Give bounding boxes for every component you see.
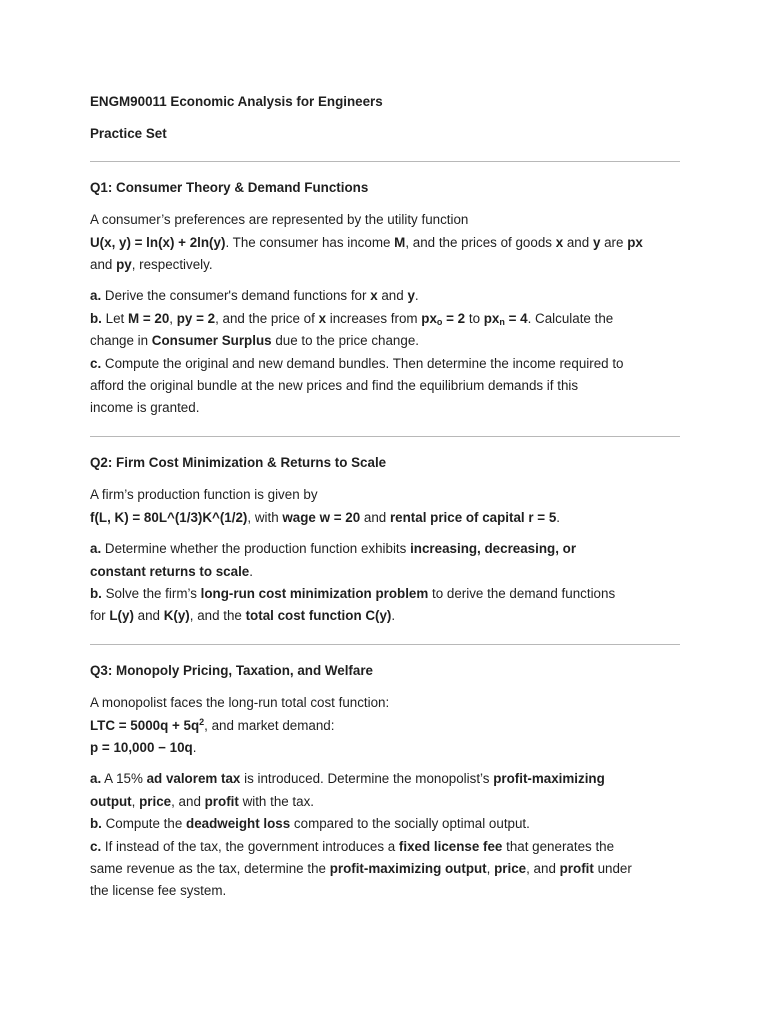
q2-intro-line: A firm’s production function is given by [90,487,318,503]
practice-set-subtitle: Practice Set [90,126,167,142]
question-3-intro [90,692,680,759]
q1-intro-line: U(x, y) = ln(x) + 2ln(y). The consumer has income M, and the prices of goods x and y are px [90,234,643,250]
q1-part-b: change in Consumer Surplus due to the price change. [90,333,419,349]
question-2-intro [90,484,680,529]
q3-intro-line: p = 10,000 − 10q. [90,739,197,755]
q3-part-a: output, price, and profit with the tax. [90,793,315,809]
q3-part-a: a. A 15% ad valorem tax is introduced. Determine the monopolist’s profit-maximizing [90,771,605,787]
question-3-heading: Q3: Monopoly Pricing, Taxation, and Welfare [90,662,373,678]
question-1-heading: Q1: Consumer Theory & Demand Functions [90,179,369,195]
q2-intro-line: f(L, K) = 80L^(1/3)K^(1/2), with wage w = 20 and rental price of capital r = 5. [90,509,561,525]
q3-part-c: the license fee system. [90,883,227,899]
q2-part-b: for L(y) and K(y), and the total cost function C(y). [90,608,396,624]
course-title: ENGM90011 Economic Analysis for Engineers [90,94,383,109]
question-2 [90,452,680,628]
section-divider [90,161,680,162]
q3-part-b: b. Compute the deadweight loss compared to the socially optimal output. [90,816,530,832]
q3-intro-line: LTC = $5000q + 5q^2$, and market demand: [90,716,335,733]
section-divider [90,644,680,645]
question-3-parts [90,768,680,902]
question-1 [90,177,680,420]
q3-intro-line: A monopolist faces the long-run total cost function: [90,695,390,711]
q2-part-a: a. Determine whether the production function exhibits increasing, decreasing, or [90,541,577,557]
document-header [90,91,680,146]
q1-part-a: a. Derive the consumer's demand functions for x and y. [90,288,419,304]
question-1-parts [90,285,680,419]
question-1-intro [90,209,680,276]
q3-part-c: c. If instead of the tax, the government introduces a fixed license fee that generates the [90,838,615,854]
q1-part-c: afford the original bundle at the new prices and find the equilibrium demands if this [90,378,579,394]
section-divider [90,436,680,437]
q2-part-a: constant returns to scale. [90,563,253,579]
q1-intro-line: A consumer’s preferences are represented by the utility function [90,212,469,228]
question-3 [90,660,680,903]
q1-intro-line: and py, respectively. [90,257,213,273]
document-page [90,91,680,903]
question-2-parts [90,538,680,628]
q1-part-c: income is granted. [90,400,200,416]
q2-part-b: b. Solve the firm’s long-run cost minimization problem to derive the demand functions [90,585,616,601]
q3-part-c: same revenue as the tax, determine the profit-maximizing output, price, and profit under [90,860,632,876]
q1-part-b: b. Let M = 20, py = 2, and the price of x increases from $px_o = 2$ to $px_n = 4$. Calculate the [90,310,614,327]
q1-part-c: c. Compute the original and new demand bundles. Then determine the income required to [90,355,624,371]
question-2-heading: Q2: Firm Cost Minimization & Returns to Scale [90,454,387,470]
